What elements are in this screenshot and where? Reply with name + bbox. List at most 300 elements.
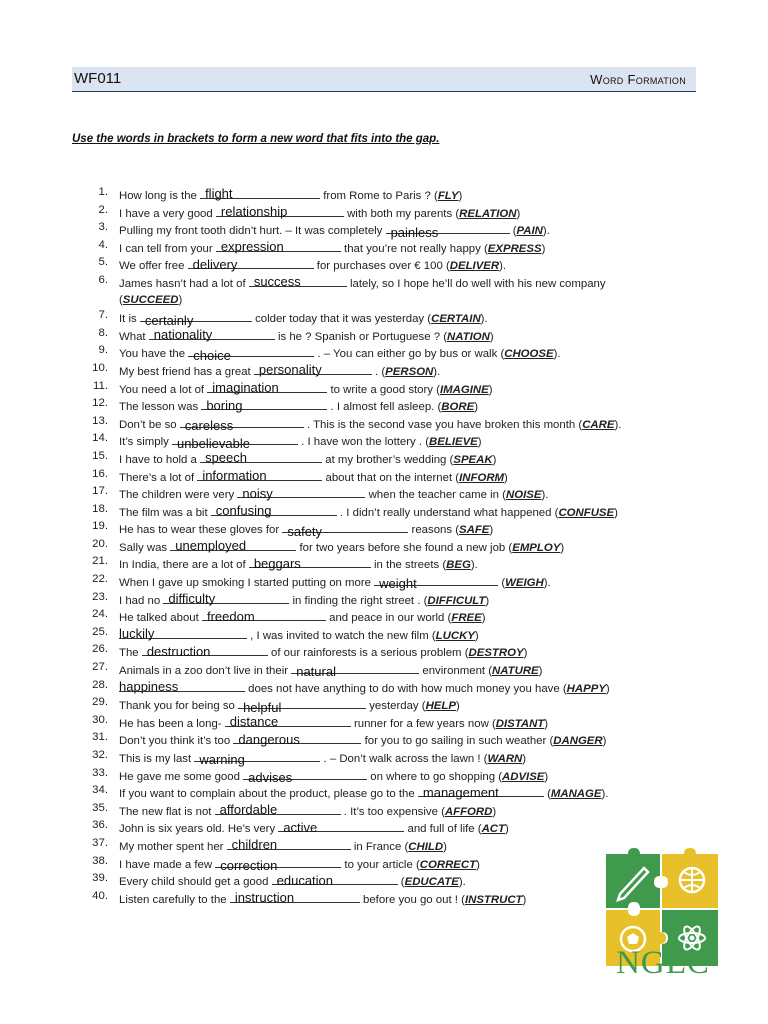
closing-bracket: ) <box>602 735 607 748</box>
answer-blank[interactable] <box>140 309 252 328</box>
sentence-line <box>119 802 688 820</box>
sentence-line <box>119 573 688 591</box>
sentence-text-before: I have made a few <box>119 858 213 871</box>
worksheet-code: WF011 <box>74 70 122 87</box>
exercise-item <box>88 555 688 573</box>
item-number: 4. <box>98 238 108 251</box>
exercise-item <box>88 855 688 873</box>
item-number: 13. <box>92 414 108 427</box>
handwritten-answer: careless <box>184 418 234 434</box>
exercise-item <box>88 714 688 732</box>
handwritten-answer: difficulty <box>168 591 216 607</box>
handwritten-answer: confusing <box>215 503 272 519</box>
handwritten-answer: natural <box>296 664 336 680</box>
answer-blank[interactable] <box>291 661 419 680</box>
keyword-in-brackets: DIFFICULT <box>427 594 486 607</box>
exercise-item <box>88 767 688 785</box>
item-number: 19. <box>92 520 108 533</box>
item-number: 5. <box>98 256 108 269</box>
closing-bracket: ) <box>605 682 610 695</box>
sentence-text-before: Thank you for being so <box>119 700 235 713</box>
puzzle-piece-yellow-top-right <box>662 848 718 908</box>
item-number: 38. <box>92 854 108 867</box>
sentence-text-after: . It’s too expensive ( <box>343 805 445 818</box>
answer-blank[interactable] <box>249 555 371 571</box>
handwritten-answer: advises <box>248 770 293 785</box>
sentence-line <box>119 239 688 257</box>
keyword-in-brackets: INSTRUCT <box>464 893 523 906</box>
handwritten-answer: weight <box>379 576 417 592</box>
handwritten-answer: unemployed <box>175 538 247 554</box>
closing-bracket: ). <box>601 788 609 801</box>
sentence-text-continued: ( <box>119 293 123 306</box>
exercise-item <box>88 837 688 855</box>
answer-blank[interactable] <box>238 696 366 715</box>
closing-bracket: ) <box>476 858 480 871</box>
keyword-in-brackets: SPEAK <box>453 453 493 466</box>
sentence-line <box>119 731 688 749</box>
sentence-text-after: in the streets ( <box>374 559 447 572</box>
sentence-text-after: to your article ( <box>344 858 420 871</box>
keyword-in-brackets: CHILD <box>408 840 444 853</box>
exercise-item <box>88 802 688 820</box>
handwritten-answer: warning <box>199 752 245 768</box>
exercise-item <box>88 749 688 767</box>
sentence-text-after: runner for a few years now ( <box>353 717 496 730</box>
closing-bracket: ) <box>485 594 490 607</box>
answer-blank[interactable] <box>233 731 361 747</box>
keyword-in-brackets: IMAGINE <box>439 383 489 396</box>
sentence-line <box>119 784 688 802</box>
answer-blank[interactable] <box>243 767 367 785</box>
item-number: 28. <box>92 678 108 691</box>
answer-blank[interactable] <box>172 432 298 451</box>
sentence-line <box>119 468 688 486</box>
exercise-item <box>88 204 688 222</box>
exercise-item <box>88 538 688 556</box>
sentence-text-after: at my brother’s wedding ( <box>325 453 454 466</box>
handwritten-answer: education <box>276 872 334 888</box>
sentence-text-before: The children were very <box>119 489 235 502</box>
exercise-item <box>88 397 688 415</box>
answer-blank[interactable] <box>201 397 327 413</box>
keyword-in-brackets: CARE <box>582 418 615 431</box>
answer-blank[interactable] <box>211 503 337 519</box>
keyword-in-brackets: HAPPY <box>566 682 606 695</box>
exercise-item <box>88 485 688 503</box>
answer-blank[interactable] <box>149 327 275 343</box>
answer-blank[interactable] <box>170 538 296 554</box>
handwritten-answer: freedom <box>206 608 255 624</box>
answer-blank[interactable] <box>227 837 351 853</box>
closing-bracket: ) <box>455 700 460 713</box>
handwritten-answer: flight <box>205 186 233 202</box>
answer-blank[interactable] <box>142 643 268 659</box>
sentence-line <box>119 538 688 556</box>
sentence-text-before: He has to wear these gloves for <box>119 524 280 537</box>
exercise-item <box>88 784 688 802</box>
keyword-in-brackets: MANAGE <box>550 788 602 801</box>
handwritten-answer: luckily <box>119 626 155 642</box>
sentence-line <box>119 661 688 679</box>
answer-blank[interactable] <box>119 679 245 695</box>
exercise-item <box>88 274 688 309</box>
closing-bracket: ). <box>433 365 441 378</box>
keyword-in-brackets: CERTAIN <box>431 313 481 326</box>
sentence-text-after: . – Don’t walk across the lawn ! ( <box>323 753 488 765</box>
sentence-line <box>119 679 688 697</box>
exercise-item <box>88 186 688 204</box>
answer-blank[interactable] <box>225 714 351 730</box>
closing-bracket: ) <box>541 242 546 255</box>
sentence-line <box>119 274 688 292</box>
sentence-text-after: ( <box>400 876 405 889</box>
exercise-item <box>88 573 688 591</box>
handwritten-answer: relationship <box>220 204 288 219</box>
answer-blank[interactable] <box>272 872 398 888</box>
closing-bracket: ) <box>538 665 543 678</box>
keyword-in-brackets: BEG <box>446 559 471 572</box>
closing-bracket: ). <box>553 348 561 361</box>
sentence-line <box>119 380 688 398</box>
closing-bracket: ) <box>492 453 497 466</box>
item-number: 36. <box>92 819 108 832</box>
sentence-text-before: My best friend has a great <box>119 365 251 378</box>
item-number: 29. <box>92 696 108 709</box>
sentence-text-after: yesterday ( <box>369 700 426 713</box>
sentence-text-before: When I gave up smoking I started putting on more <box>119 577 371 590</box>
answer-blank[interactable] <box>216 239 341 255</box>
answer-blank[interactable] <box>188 256 314 272</box>
answer-blank[interactable] <box>188 344 314 363</box>
handwritten-answer: nationality <box>153 327 213 343</box>
item-number: 20. <box>92 537 108 550</box>
exercise-item <box>88 380 688 398</box>
item-number: 33. <box>92 766 108 779</box>
sentence-text-before: I can tell from your <box>119 242 213 255</box>
answer-blank[interactable] <box>418 784 544 800</box>
sentence-line <box>119 415 688 433</box>
item-number: 34. <box>92 784 108 797</box>
answer-blank[interactable] <box>200 450 322 466</box>
sentence-line <box>119 591 688 609</box>
closing-bracket: ) <box>505 823 509 836</box>
sentence-text-after: and full of life ( <box>407 823 482 836</box>
sentence-text-before: You have the <box>119 348 186 361</box>
sentence-text-before: It is <box>119 313 137 326</box>
closing-bracket: ) <box>522 753 527 765</box>
closing-bracket: ) <box>544 717 549 730</box>
closing-bracket: ). <box>499 260 507 273</box>
sentence-text-before: The lesson was <box>119 401 199 414</box>
answer-blank[interactable] <box>278 819 404 835</box>
exercise-item <box>88 643 688 661</box>
item-number: 25. <box>92 625 108 638</box>
handwritten-answer: information <box>202 467 267 483</box>
answer-blank[interactable] <box>237 485 365 501</box>
item-number: 35. <box>92 801 108 814</box>
exercise-item <box>88 679 688 697</box>
handwritten-answer: children <box>231 837 278 853</box>
handwritten-answer: happiness <box>119 679 179 695</box>
keyword-in-brackets: WARN <box>487 753 523 765</box>
sentence-text-before: Listen carefully to the <box>119 893 227 906</box>
exercise-item <box>88 362 688 380</box>
keyword-in-brackets: WEIGH <box>505 577 544 590</box>
exercise-item <box>88 432 688 450</box>
sentence-text-after: ( <box>547 788 551 801</box>
exercise-item <box>88 344 688 362</box>
sentence-text-after: does not have anything to do with how much money you have ( <box>248 682 567 695</box>
item-number: 21. <box>92 555 108 568</box>
sentence-text-after: ( <box>512 225 517 238</box>
item-number: 9. <box>98 344 108 357</box>
sentence-text-after: environment ( <box>422 665 493 678</box>
sentence-text-after: to write a good story ( <box>330 383 440 396</box>
keyword-in-brackets: INFORM <box>459 471 505 484</box>
exercise-item <box>88 661 688 679</box>
handwritten-answer: active <box>283 819 318 835</box>
sentence-line <box>119 344 688 362</box>
sentence-line-continued <box>119 292 688 310</box>
sentence-text-before: Don’t you think it’s too <box>119 735 231 748</box>
answer-blank[interactable] <box>215 802 341 818</box>
sentence-text-after: in finding the right street . ( <box>292 594 428 607</box>
sentence-text-after: . I didn’t really understand what happened ( <box>339 506 559 519</box>
handwritten-answer: destruction <box>146 643 211 659</box>
item-number: 18. <box>92 502 108 515</box>
sentence-text-before: I have a very good <box>119 207 213 220</box>
item-number: 15. <box>92 449 108 462</box>
answer-blank[interactable] <box>180 415 304 434</box>
handwritten-answer: personality <box>258 362 322 378</box>
closing-bracket: ) <box>474 401 478 414</box>
closing-bracket: ) <box>458 190 463 202</box>
item-number: 32. <box>92 749 108 761</box>
closing-bracket: ) <box>489 524 494 537</box>
answer-blank[interactable] <box>230 890 360 906</box>
sentence-text-after: of our rainforests is a serious problem ( <box>270 647 469 660</box>
item-number: 30. <box>92 713 108 726</box>
sentence-text-before: In India, there are a lot of <box>119 559 246 572</box>
sentence-line <box>119 450 688 468</box>
instructions: Use the words in brackets to form a new word that fits into the gap. <box>72 133 440 145</box>
handwritten-answer: speech <box>205 450 247 466</box>
answer-blank[interactable] <box>254 362 372 378</box>
keyword-in-brackets: BELIEVE <box>429 436 478 449</box>
keyword-in-brackets: AFFORD <box>444 805 493 818</box>
keyword-in-brackets: FREE <box>451 612 482 625</box>
exercise-item <box>88 503 688 521</box>
answer-blank[interactable] <box>249 274 347 290</box>
answer-blank[interactable] <box>163 591 289 607</box>
closing-bracket: ) <box>489 330 494 343</box>
answer-blank[interactable] <box>197 468 322 481</box>
handwritten-answer: instruction <box>234 890 295 906</box>
closing-bracket: ) <box>492 805 497 818</box>
closing-bracket: ). <box>480 313 488 326</box>
item-number: 40. <box>92 889 108 902</box>
sentence-text-before: He has been a long- <box>119 717 222 730</box>
sentence-line <box>119 362 688 380</box>
closing-bracket: ). <box>542 225 550 238</box>
closing-bracket: ) <box>443 840 447 853</box>
sentence-text-after: colder today that it was yesterday ( <box>255 313 432 326</box>
item-number: 14. <box>92 432 108 445</box>
handwritten-answer: correction <box>220 857 278 873</box>
answer-blank[interactable] <box>194 749 320 768</box>
sentence-text-after: about that on the internet ( <box>325 471 460 484</box>
sentence-text-before: Sally was <box>119 541 168 554</box>
answer-blank[interactable] <box>119 626 247 642</box>
handwritten-answer: success <box>253 274 301 290</box>
answer-blank[interactable] <box>207 380 327 393</box>
answer-blank[interactable] <box>282 520 408 539</box>
sentence-line <box>119 749 688 767</box>
worksheet-title: Word Formation <box>590 72 686 87</box>
sentence-text-after: . – You can either go by bus or walk ( <box>317 348 505 361</box>
item-number: 11. <box>93 379 108 392</box>
answer-blank[interactable] <box>216 204 344 217</box>
item-number: 31. <box>92 731 108 744</box>
keyword-in-brackets: EDUCATE <box>404 876 459 889</box>
sentence-line <box>119 555 688 573</box>
sentence-text-after: before you go out ! ( <box>362 893 465 906</box>
exercise-item <box>88 626 688 644</box>
item-number: 39. <box>92 872 108 885</box>
sentence-text-before: How long is the <box>119 190 197 202</box>
item-number: 12. <box>92 397 108 410</box>
handwritten-answer: choice <box>193 347 231 363</box>
item-number: 6. <box>98 273 108 286</box>
sentence-line <box>119 608 688 626</box>
closing-bracket: ). <box>614 418 622 431</box>
sentence-text-before: This is my last <box>119 753 192 765</box>
sentence-line <box>119 485 688 503</box>
exercise-item <box>88 415 688 433</box>
item-number: 17. <box>92 485 108 498</box>
handwritten-answer: helpful <box>243 699 282 715</box>
exercise-item <box>88 608 688 626</box>
sentence-text-before: The film was a bit <box>119 506 208 519</box>
handwritten-answer: noisy <box>242 485 273 501</box>
exercise-item <box>88 327 688 345</box>
exercise-item <box>88 221 688 239</box>
handwritten-answer: boring <box>206 397 243 413</box>
sentence-line <box>119 520 688 538</box>
sentence-text-after: . I almost fell asleep. ( <box>330 401 442 414</box>
sentence-text-before: John is six years old. He’s very <box>119 823 276 836</box>
sentence-text-after: with both my parents ( <box>347 207 460 220</box>
sentence-text-after: . I have won the lottery . ( <box>301 436 430 449</box>
keyword-in-brackets: FLY <box>437 190 459 202</box>
closing-bracket: ) <box>481 612 486 625</box>
closing-bracket: ) <box>516 207 521 220</box>
keyword-in-brackets: BORE <box>441 401 475 414</box>
sentence-text-before: My mother spent her <box>119 840 224 853</box>
answer-blank[interactable] <box>200 186 320 202</box>
item-number: 2. <box>98 203 108 216</box>
item-number: 10. <box>92 361 108 374</box>
keyword-in-brackets: PERSON <box>385 365 434 378</box>
sentence-text-after: when the teacher came in ( <box>368 489 506 502</box>
handwritten-answer: management <box>422 784 499 800</box>
keyword-in-brackets: RELATION <box>459 207 517 220</box>
closing-bracket: ) <box>477 436 482 449</box>
handwritten-answer: affordable <box>219 802 278 818</box>
document-header <box>72 67 696 92</box>
sentence-line <box>119 432 688 450</box>
keyword-in-brackets: NATION <box>447 330 490 343</box>
closing-bracket: ). <box>543 577 551 590</box>
closing-bracket: ) <box>474 629 479 642</box>
keyword-in-brackets: DANGER <box>553 735 603 748</box>
item-number: 23. <box>92 590 108 603</box>
keyword-in-brackets: ADVISE <box>502 770 545 783</box>
sentence-text-after: lately, so I hope he’ll do well with his new company <box>349 277 606 290</box>
sentence-line <box>119 696 688 714</box>
keyword-in-brackets: PAIN <box>516 225 543 238</box>
sentence-text-after: , I was invited to watch the new film ( <box>250 629 436 642</box>
keyword-in-brackets: NOISE <box>505 489 542 502</box>
sentence-text-after: . ( <box>375 365 386 378</box>
closing-bracket: ) <box>488 383 493 396</box>
sentence-text-before: Animals in a zoo don’t live in their <box>119 665 289 678</box>
sentence-line <box>119 714 688 732</box>
sentence-text-after: reasons ( <box>411 524 460 537</box>
answer-blank[interactable] <box>215 855 341 873</box>
sentence-line <box>119 397 688 415</box>
handwritten-answer: imagination <box>212 379 279 395</box>
item-number: 27. <box>92 661 108 674</box>
keyword-in-brackets: EMPLOY <box>512 541 561 554</box>
closing-bracket: ) <box>178 293 183 306</box>
answer-blank[interactable] <box>386 221 510 240</box>
exercise-item <box>88 696 688 714</box>
handwritten-answer: expression <box>220 239 284 255</box>
sentence-text-before: The <box>119 647 139 660</box>
keyword-in-brackets: CONFUSE <box>558 506 615 519</box>
closing-bracket: ). <box>470 559 478 572</box>
sentence-line <box>119 626 688 644</box>
sentence-line <box>119 819 688 837</box>
item-number: 26. <box>92 643 108 656</box>
answer-blank[interactable] <box>374 573 498 592</box>
sentence-text-before: Pulling my front tooth didn’t hurt. – It was completely <box>119 225 383 238</box>
handwritten-answer: dangerous <box>238 731 300 747</box>
sentence-text-before: I have to hold a <box>119 453 197 466</box>
exercise-item <box>88 468 688 486</box>
puzzle-piece-green-top-left <box>606 848 660 908</box>
keyword-in-brackets: LUCKY <box>435 629 475 642</box>
item-number: 8. <box>98 326 108 339</box>
exercise-list <box>88 186 688 907</box>
answer-blank[interactable] <box>202 608 326 624</box>
item-number: 24. <box>92 608 108 621</box>
sentence-text-before: You need a lot of <box>119 383 205 396</box>
keyword-in-brackets: NATURE <box>492 665 539 678</box>
sentence-line <box>119 221 688 239</box>
keyword-in-brackets: DELIVER <box>449 260 500 273</box>
handwritten-answer: certainly <box>144 312 194 328</box>
closing-bracket: ) <box>504 471 508 484</box>
sentence-text-before: There’s a lot of <box>119 471 195 484</box>
item-number: 22. <box>92 573 108 586</box>
sentence-text-before: It’s simply <box>119 436 169 449</box>
exercise-item <box>88 591 688 609</box>
closing-bracket: ) <box>523 647 528 660</box>
closing-bracket: ) <box>522 893 527 906</box>
